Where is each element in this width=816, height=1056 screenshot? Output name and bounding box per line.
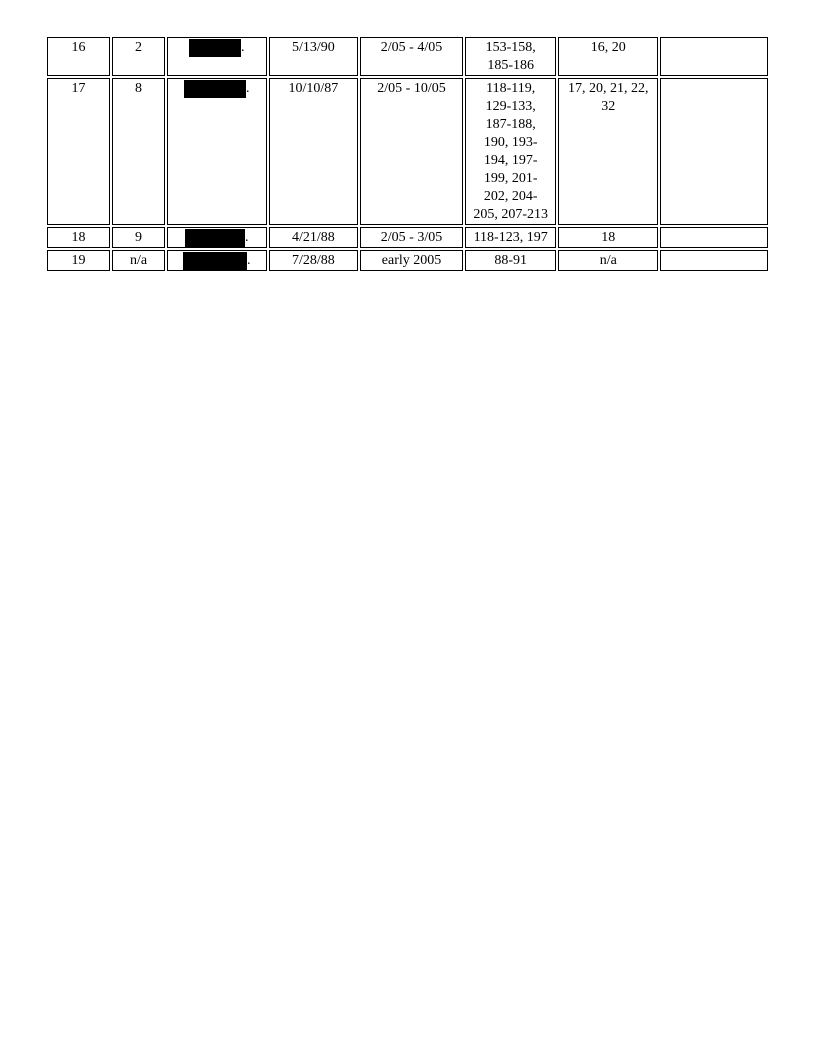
- period-cell: 2/05 - 3/05: [360, 227, 463, 248]
- date-cell: 5/13/90: [269, 37, 359, 76]
- table-row: [47, 78, 768, 225]
- row-number-cell: 19: [47, 250, 110, 271]
- redaction-bar: [189, 39, 241, 57]
- redacted-name-cell: [167, 250, 267, 271]
- count-cell: 2: [112, 37, 165, 76]
- row-number-cell: 18: [47, 227, 110, 248]
- records-table: [45, 35, 770, 273]
- table-row: [47, 37, 768, 76]
- redaction-bar: [183, 252, 247, 270]
- empty-cell: [660, 250, 768, 271]
- refs-cell: 17, 20, 21, 22, 32: [558, 78, 658, 225]
- date-cell: 7/28/88: [269, 250, 359, 271]
- redacted-name-cell: [167, 37, 267, 76]
- redacted-name: .: [184, 80, 250, 98]
- row-number-cell: 17: [47, 78, 110, 225]
- redaction-bar: [185, 229, 245, 247]
- redacted-name: .: [183, 252, 251, 270]
- pages-cell: 153-158, 185-186: [465, 37, 557, 76]
- redacted-name-cell: [167, 227, 267, 248]
- date-cell: 4/21/88: [269, 227, 359, 248]
- redaction-bar: [184, 80, 246, 98]
- refs-cell: n/a: [558, 250, 658, 271]
- redacted-name: .: [185, 229, 249, 247]
- count-cell: n/a: [112, 250, 165, 271]
- pages-cell: 118-119, 129-133, 187-188, 190, 193- 194, 197- 199, 201- 202, 204- 205, 207-213: [465, 78, 557, 225]
- pages-cell: 118-123, 197: [465, 227, 557, 248]
- redacted-name-cell: [167, 78, 267, 225]
- row-number-cell: 16: [47, 37, 110, 76]
- empty-cell: [660, 37, 768, 76]
- refs-cell: 18: [558, 227, 658, 248]
- redacted-name: .: [189, 39, 245, 57]
- count-cell: 8: [112, 78, 165, 225]
- table-row: [47, 227, 768, 248]
- period-cell: 2/05 - 4/05: [360, 37, 463, 76]
- empty-cell: [660, 78, 768, 225]
- period-cell: 2/05 - 10/05: [360, 78, 463, 225]
- date-cell: 10/10/87: [269, 78, 359, 225]
- count-cell: 9: [112, 227, 165, 248]
- empty-cell: [660, 227, 768, 248]
- pages-cell: 88-91: [465, 250, 557, 271]
- refs-cell: 16, 20: [558, 37, 658, 76]
- period-cell: early 2005: [360, 250, 463, 271]
- table-row: [47, 250, 768, 271]
